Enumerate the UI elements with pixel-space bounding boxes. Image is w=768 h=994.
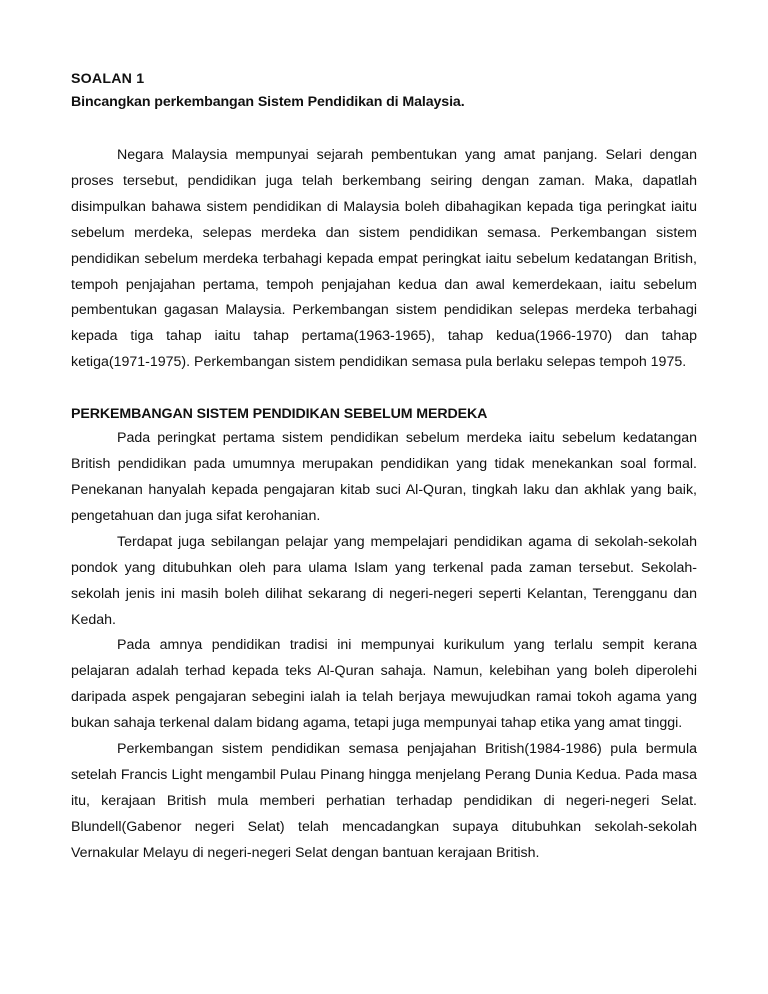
question-label: SOALAN 1 [71,71,145,87]
body-paragraph-3: Pada amnya pendidikan tradisi ini mempunyai kurikulum yang terlalu sempit kerana pelajaran adalah terhad kepada teks Al-Quran sahaja. Namun, kelebihan yang boleh diperolehi daripada aspek pengajaran sebegini ialah ia telah berjaya mewujudkan ramai tokoh agama yang bukan sahaja terkenal dalam bidang agama, tetapi juga mempunyai tahap etika yang amat tinggi. [71,637,697,732]
question-text: Bincangkan perkembangan Sistem Pendidikan di Malaysia. [71,94,465,110]
body-paragraph-1: Pada peringkat pertama sistem pendidikan sebelum merdeka iaitu sebelum kedatangan British pendidikan pada umumnya merupakan pendidikan yang tidak menekankan soal formal. Penekanan hanyalah kepada pengajaran kitab suci Al-Quran, tingkah laku dan akhlak yang baik, pengetahuan dan juga sifat kerohanian. [71,430,697,524]
section-heading: PERKEMBANGAN SISTEM PENDIDIKAN SEBELUM MERDEKA [71,406,488,423]
body-paragraph-2: Terdapat juga sebilangan pelajar yang mempelajari pendidikan agama di sekolah-sekolah pondok yang ditubuhkan oleh para ulama Islam yang terkenal pada zaman tersebut. Sekolah-sekolah jenis ini masih boleh dilihat sekarang di negeri-negeri seperti Kelantan, Terengganu dan Kedah. [71,533,697,628]
intro-paragraph: Negara Malaysia mempunyai sejarah pembentukan yang amat panjang. Selari dengan proses tersebut, pendidikan juga telah berkembang seiring dengan zaman. Maka, dapatlah disimpulkan bahawa sistem pendidikan di Malaysia boleh dibahagikan kepada tiga peringkat iaitu sebelum merdeka, selepas merdeka dan sistem pendidikan semasa. Perkembangan sistem pendidikan sebelum merdeka terbahagi kepada empat peringkat iaitu sebelum kedatangan British, tempoh penjajahan pertama, tempoh penjajahan kedua dan awal kemerdekaan, iaitu sebelum pembentukan gagasan Malaysia. Perkembangan sistem pendidikan selepas merdeka terbahagi kepada tiga tahap iaitu tahap pertama(1963-1965), tahap kedua(1966-1970) dan tahap ketiga(1971-1975). Perkembangan sistem pendidikan semasa pula berlaku selepas tempoh 1975. [71,147,697,371]
body-paragraph-4: Perkembangan sistem pendidikan semasa penjajahan British(1984-1986) pula bermula setelah Francis Light mengambil Pulau Pinang hingga menjelang Perang Dunia Kedua. Pada masa itu, kerajaan British mula memberi perhatian terhadap pendidikan di negeri-negeri Selat. Blundell(Gabenor negeri Selat) telah mencadangkan supaya ditubuhkan sekolah-sekolah Vernakular Melayu di negeri-negeri Selat dengan bantuan kerajaan British. [71,741,697,861]
document-page [71,70,697,867]
